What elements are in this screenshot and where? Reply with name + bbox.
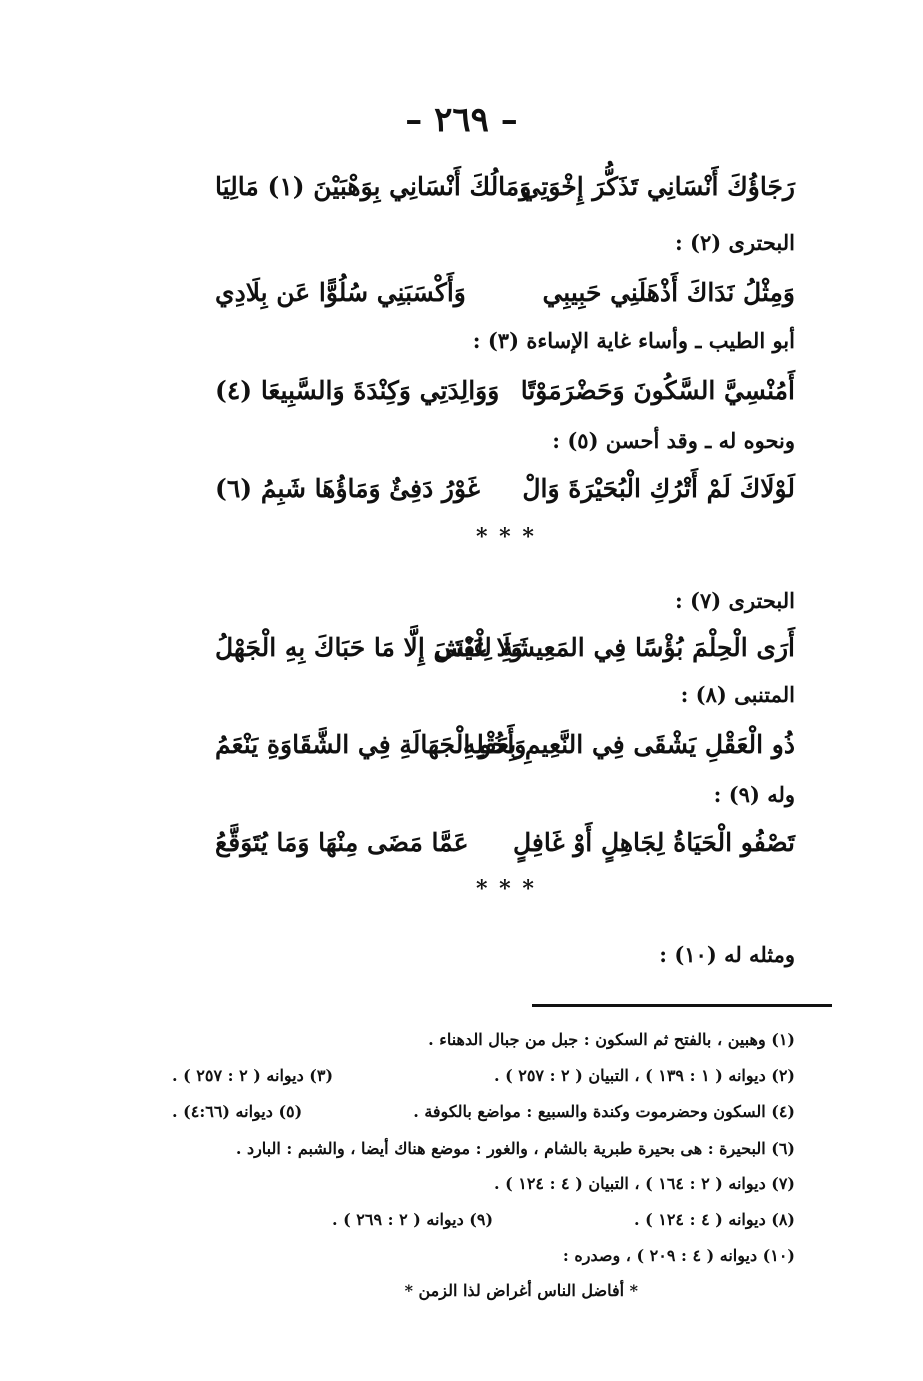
verse-7-second-hemistich: عَمَّا مَضَى مِنْهَا وَمَا يُتَوَقَّعُ xyxy=(215,828,469,857)
verse-6-second-hemistich: وَأَخُو الْجَهَالَةِ فِي الشَّقَاوَةِ يَنْعَمُ xyxy=(215,730,527,759)
heading-mithluhu: ومثله له (١٠) : xyxy=(659,942,795,967)
footnote-rule xyxy=(532,1004,832,1007)
verse-2-second-hemistich: وَأَكْسَبَنِي سُلُوًّا عَن بِلَادِي xyxy=(215,278,466,307)
section-separator-stars: * * * xyxy=(476,524,536,550)
footnote-10: (١٠) ديوانه ( ٤ : ٢٠٩ ) ، وصدره : xyxy=(562,1246,795,1265)
section-separator-stars-2: * * * xyxy=(476,876,536,902)
heading-similar-line: ونحوه له ـ وقد أحسن (٥) : xyxy=(552,428,795,453)
verse-6-first-hemistich: ذُو الْعَقْلِ يَشْقَى فِي النَّعِيمِ بِعَقْلِهِ xyxy=(462,730,795,759)
footnote-4: (٤) السكون وحضرموت وكندة والسبيع : مواضع بالكوفة . xyxy=(413,1102,795,1121)
verse-5-second-hemistich: وَلَا عَيْشَ إِلَّا مَا حَبَاكَ بِهِ الْجَهْلُ xyxy=(215,633,523,662)
heading-walahu: وله (٩) : xyxy=(713,782,795,807)
poet-heading-abu-tayyib: أبو الطيب ـ وأساء غاية الإساءة (٣) : xyxy=(472,328,795,353)
poet-heading-mutanabbi: المتنبى (٨) : xyxy=(680,682,795,707)
footnote-8: (٨) ديوانه ( ٤ : ١٢٤ ) . xyxy=(633,1210,795,1229)
footnote-1: (١) وهبين ، بالفتح ثم السكون : جبل من جبال الدهناء . xyxy=(428,1030,795,1049)
verse-3-second-hemistich: وَوَالِدَتِي وَكِنْدَةَ وَالسَّبِيعَا (٤) xyxy=(215,376,500,405)
footnote-5: (٥) ديوانه (٤:٦٦) . xyxy=(172,1102,303,1121)
poet-heading-buhturi-2: البحترى (٧) : xyxy=(674,588,795,613)
footnote-7: (٧) ديوانه ( ٢ : ١٦٤ ) ، التبيان ( ٤ : ١٢٤ ) . xyxy=(493,1174,795,1193)
footnote-9: (٩) ديوانه ( ٢ : ٢٦٩ ) . xyxy=(332,1210,494,1229)
footnote-10-hemistich: * أفاضل الناس أغراض لذا الزمن * xyxy=(404,1281,638,1300)
verse-3-first-hemistich: أَمُنْسِيَّ السَّكُونَ وَحَضْرَمَوْتًا xyxy=(520,376,795,405)
verse-1-first-hemistich: رَجَاؤُكَ أَنْسَانِي تَذَكُّرَ إِخْوَتِي xyxy=(520,172,795,201)
verse-5-first-hemistich: أَرَى الْحِلْمَ بُؤْسًا فِي المَعِيشَةِ لِلْفَتَى xyxy=(434,633,795,662)
verse-2-first-hemistich: وَمِثْلُ نَدَاكَ أَذْهَلَنِي حَبِيبِي xyxy=(542,278,795,307)
verse-7-first-hemistich: تَصْفُو الْحَيَاةُ لِجَاهِلٍ أَوْ غَافِلٍ xyxy=(512,828,795,857)
verse-4-first-hemistich: لَوْلَاكَ لَمْ أَتْرُكِ الْبُحَيْرَةَ وَالْ xyxy=(522,474,795,503)
verse-4-second-hemistich: غَوْرُ دَفِئٌ وَمَاؤُهَا شَبِمُ (٦) xyxy=(215,474,480,503)
page-number: – ٢٦٩ – xyxy=(405,100,518,140)
verse-1-second-hemistich: وَمَالُكَ أَنْسَانِي بِوَهْبَيْنَ (١) مَالِيَا xyxy=(215,172,532,201)
footnote-3: (٣) ديوانه ( ٢ : ٢٥٧ ) . xyxy=(172,1066,334,1085)
footnote-2: (٢) ديوانه ( ١ : ١٣٩ ) ، التبيان ( ٢ : ٢٥٧ ) . xyxy=(493,1066,795,1085)
footnote-6: (٦) البحيرة : هى بحيرة طبرية بالشام ، والغور : موضع هناك أيضا ، والشبم : البارد . xyxy=(235,1139,795,1158)
poet-heading-buhturi: البحترى (٢) : xyxy=(674,230,795,255)
